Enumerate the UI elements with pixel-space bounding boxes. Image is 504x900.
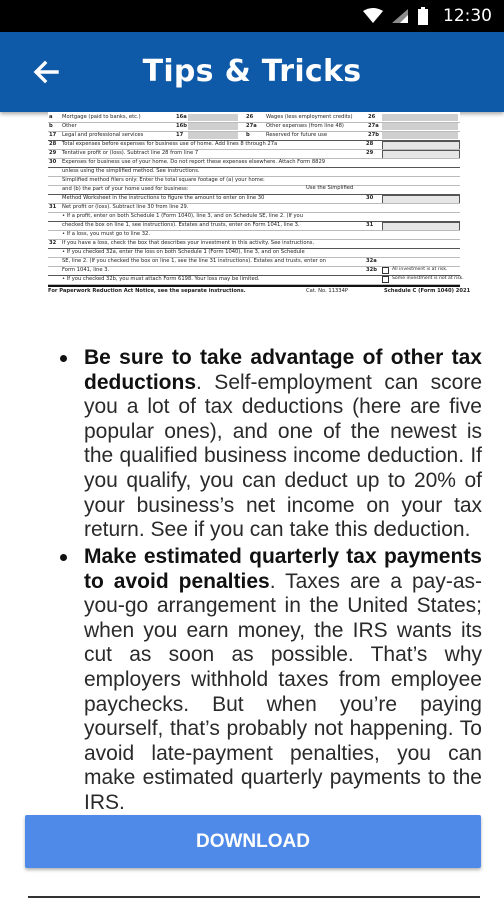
form-line-number: b [246, 132, 250, 138]
form-line-number: 30 [49, 159, 57, 165]
tip-heading: Make estimated quarterly tax payments to avoid penalties [84, 545, 482, 593]
form-row [48, 248, 460, 257]
tip-body: . Self-employment can score you a lot of tax deductions (here are five popular ones), and one of the newest is the qualified business income deduction. If you qualify, you can deduct up to 20% of your business’s net income on your tax return. See if you can take this deduction. [84, 370, 482, 542]
form-row [48, 185, 460, 194]
form-box-label: 16a [176, 114, 187, 120]
form-line-text: • If you checked 32a, enter the loss on both Schedule 1 (Form 1040), line 3, and on Schedule [62, 249, 305, 255]
checkbox [382, 276, 389, 283]
form-line-text: Other expenses (from line 48) [266, 123, 344, 129]
form-row [48, 203, 460, 212]
form-line-text: Method Worksheet in the instructions to figure the amount to enter on line 30 [62, 195, 265, 201]
form-line-text: Simplified method filers only: Enter the total square footage of (a) your home: [62, 177, 265, 183]
form-line-number: 28 [49, 141, 57, 147]
form-line-number: 31 [49, 204, 57, 210]
status-bar [0, 0, 504, 32]
form-row [48, 122, 460, 131]
wifi-icon [363, 8, 383, 24]
form-box-label: 32a [366, 258, 377, 264]
battery-icon [417, 7, 429, 25]
form-note: Use the Simplified [306, 185, 354, 191]
checkbox-label: All investment is at risk. [392, 267, 448, 272]
form-line-number: 27a [246, 123, 257, 129]
form-row [48, 230, 460, 239]
form-row [48, 113, 460, 122]
form-footer [48, 287, 471, 296]
form-row [48, 149, 460, 158]
form-line-number: 17 [49, 132, 57, 138]
form-line-text: • If you checked 32b, you must attach Form 6198. Your loss may be limited. [62, 276, 260, 282]
form-line-text: Other [62, 123, 77, 129]
divider [28, 896, 480, 898]
form-line-text: • If a loss, you must go to line 32. [62, 231, 151, 237]
form-footer-right: Schedule C (Form 1040) 2021 [384, 288, 471, 294]
form-line-text: Legal and professional services [62, 132, 144, 138]
form-row [48, 212, 460, 221]
form-row [48, 257, 460, 266]
form-line-text: If you have a loss, check the box that describes your investment in this activity. See instructions. [62, 240, 315, 246]
list-item [84, 545, 482, 816]
form-line-number: 26 [246, 114, 254, 120]
form-line-text: Wages (less employment credits) [266, 114, 353, 120]
form-line-text: Reserved for future use [266, 132, 328, 138]
status-time: 12:30 [443, 6, 492, 26]
form-line-text: and (b) the part of your home used for business: [62, 186, 189, 192]
form-row [48, 167, 460, 176]
app-bar [0, 32, 504, 112]
form-footer-left: For Paperwork Reduction Act Notice, see the separate instructions. [48, 288, 246, 294]
form-box-label: 27b [368, 132, 379, 138]
form-line-text: SE, line 2. (If you checked the box on line 1, see the line 31 instructions). Estates and trusts, enter on [62, 258, 326, 264]
form-line-number: 32 [49, 240, 57, 246]
checkbox-label: Some investment is not at risk. [392, 276, 464, 281]
form-line-number: b [49, 123, 53, 129]
tax-form-image [48, 112, 471, 298]
bullet-icon [60, 355, 67, 362]
form-line-text: unless using the simplified method. See instructions. [62, 168, 200, 174]
form-line-text: Tentative profit or (loss). Subtract line 28 from line 7 [62, 150, 199, 156]
form-row [48, 194, 460, 203]
form-row [48, 221, 460, 230]
signal-icon [391, 8, 409, 24]
form-box-label: 16b [176, 123, 187, 129]
tip-body: . Taxes are a pay-as-you-go arrangement in the United States; when you earn money, the IRS wants its cut as soon as possible. That’s why employers withhold taxes from employee paychecks. But when you’re paying yourself, that’s probably not happening. To avoid late-payment penalties, you can make estimated quarterly payments to the IRS. [84, 569, 482, 814]
form-line-text: Mortgage (paid to banks, etc.) [62, 114, 141, 120]
form-box-label: 31 [366, 222, 374, 228]
list-item [84, 346, 482, 543]
download-button[interactable]: DOWNLOAD [25, 815, 481, 868]
form-line-text: Net profit or (loss). Subtract line 30 from line 29. [62, 204, 189, 210]
form-line-text: Total expenses before expenses for business use of home. Add lines 8 through 27a [62, 141, 278, 147]
form-line-number: 29 [49, 150, 57, 156]
form-box-label: 30 [366, 195, 374, 201]
page-title: Tips & Tricks [142, 54, 362, 89]
form-box-label: 26 [368, 114, 376, 120]
form-line-text: • If a profit, enter on both Schedule 1 (Form 1040), line 3, and on Schedule SE, line 2. (If you [62, 213, 304, 219]
form-row [48, 158, 460, 167]
form-row [48, 239, 460, 248]
form-box-label: 27a [368, 123, 379, 129]
bullet-icon [60, 554, 67, 561]
form-box-label: 17 [176, 132, 184, 138]
form-line-number: a [49, 114, 53, 120]
form-row [48, 131, 460, 140]
form-line-text: Form 1041, line 3. [62, 267, 110, 273]
form-row [48, 140, 460, 149]
form-line-text: Expenses for business use of your home. Do not report these expenses elsewhere. Attach Form 8829 [62, 159, 326, 165]
form-footer-mid: Cat. No. 11334P [306, 288, 349, 294]
form-line-text: checked the box on line 1, see instructions). Estates and trusts, enter on Form 1041, line 3. [62, 222, 300, 228]
checkbox [382, 267, 389, 274]
form-row [48, 176, 460, 185]
form-box-label: 32b [366, 267, 377, 273]
form-box-label: 28 [366, 141, 374, 147]
tip-heading: Be sure to take advantage of other tax deductions [84, 346, 482, 394]
form-box-label: 29 [366, 150, 374, 156]
